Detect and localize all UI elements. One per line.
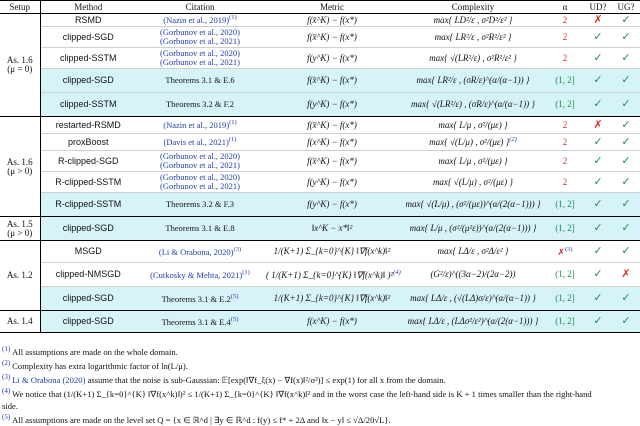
ud-cell xyxy=(584,48,612,69)
footnote-marker: (1) xyxy=(229,119,237,127)
metric-cell xyxy=(264,117,400,134)
alpha-value: (1, 2] xyxy=(555,293,575,303)
metric-formula: f(y^K) − f(x*) xyxy=(307,199,357,209)
metric-formula: 1/(K+1) Σ_{k=0}^{K} ‖∇f(x^k)‖² xyxy=(273,246,391,256)
complexity-cell xyxy=(400,151,546,172)
method-cell: proxBoost xyxy=(40,134,136,151)
alpha-value: ✗ xyxy=(557,246,565,257)
table-row xyxy=(0,134,640,151)
citation-link xyxy=(138,182,262,191)
alpha-cell xyxy=(546,27,584,48)
check-icon: ✓ xyxy=(593,245,603,257)
complexity-cell xyxy=(400,172,546,193)
setup-cell xyxy=(0,241,40,311)
table-row xyxy=(0,193,640,217)
complexity-formula: max{ √(L/μ) , σ²/(με) } xyxy=(429,137,510,147)
header-metric: Metric xyxy=(264,1,400,14)
citation-cell xyxy=(136,93,264,117)
check-icon: ✓ xyxy=(593,30,603,43)
alpha-value: (1, 2] xyxy=(555,75,575,85)
check-icon: ✓ xyxy=(593,154,603,167)
theorem-ref: Theorems 3.2 & F.2 xyxy=(165,99,235,110)
complexity-cell xyxy=(400,48,546,69)
setup-cell xyxy=(0,14,40,117)
ud-cell xyxy=(584,27,612,48)
ug-cell xyxy=(612,217,640,241)
ug-cell xyxy=(612,93,640,117)
alpha-cell xyxy=(546,217,584,241)
citation-text: (Gorbunov et al., 2021) xyxy=(159,181,241,191)
check-icon: ✓ xyxy=(621,292,631,304)
ug-cell xyxy=(612,263,640,287)
footnote-marker: (4) xyxy=(393,268,401,276)
complexity-formula: (G²/ε)^((3α−2)/(2α−2)) xyxy=(430,269,516,279)
complexity-formula: max{ L/μ , (σ²/(μ²ε))^(α/(2(α−1))) } xyxy=(409,223,537,233)
setup-line: As. 1.6 xyxy=(6,55,33,65)
table-body xyxy=(0,14,640,333)
ug-cell xyxy=(612,151,640,172)
citation-text: (Davis et al., 2021) xyxy=(163,136,229,147)
ug-cell xyxy=(612,69,640,93)
method-cell: R-clipped-SSTM xyxy=(40,193,136,217)
check-icon: ✓ xyxy=(621,30,631,43)
footnote-marker: (1) xyxy=(229,14,237,22)
check-icon: ✓ xyxy=(621,98,631,110)
alpha-cell xyxy=(546,241,584,263)
footnote-number: (5) xyxy=(2,412,11,421)
citation-cell xyxy=(136,134,264,151)
table-row xyxy=(0,287,640,311)
theorem-ref: Theorems 3.1 & E.2 xyxy=(161,293,231,304)
metric-cell xyxy=(264,263,400,287)
complexity-formula: max{ LD²/ε , σ²D²/ε² } xyxy=(433,14,513,25)
check-icon: ✓ xyxy=(593,292,603,304)
alpha-cell xyxy=(546,69,584,93)
citation-link xyxy=(138,161,262,170)
check-icon: ✓ xyxy=(593,198,603,210)
citation-cell xyxy=(136,27,264,48)
ug-cell xyxy=(612,48,640,69)
table-row xyxy=(0,48,640,69)
ug-cell xyxy=(612,117,640,134)
alpha-cell xyxy=(546,172,584,193)
method-cell: RSMD xyxy=(40,14,136,27)
alpha-cell xyxy=(546,117,584,134)
ud-cell xyxy=(584,151,612,172)
footnote-marker: (2) xyxy=(509,136,517,143)
ud-cell xyxy=(584,14,612,27)
footnote-link: Li & Orabona (2020) xyxy=(12,375,86,386)
check-icon: ✓ xyxy=(621,51,631,64)
alpha-value: 2 xyxy=(562,119,568,130)
check-icon: ✓ xyxy=(593,135,603,148)
ud-cell xyxy=(584,263,612,287)
setup-line: (μ > 0) xyxy=(7,227,33,238)
header-method: Method xyxy=(40,1,136,14)
check-icon: ✓ xyxy=(621,118,631,131)
metric-formula: f(y^K) − f(x*) xyxy=(307,99,357,109)
header-ud: UD? xyxy=(584,1,612,14)
theorem-ref: Theorems 3.1 & E.6 xyxy=(165,75,235,86)
ug-cell xyxy=(612,241,640,263)
ud-cell xyxy=(584,172,612,193)
metric-cell xyxy=(264,27,400,48)
ug-cell xyxy=(612,287,640,311)
metric-formula: f(x̄^K) − f(x*) xyxy=(307,14,357,25)
cross-icon: ✗ xyxy=(593,118,603,131)
citation-text: (Gorbunov et al., 2020) xyxy=(159,48,241,59)
complexity-cell xyxy=(400,14,546,27)
complexity-cell xyxy=(400,287,546,311)
footnote xyxy=(2,412,638,426)
ud-cell xyxy=(584,217,612,241)
table-row xyxy=(0,69,640,93)
method-cell: R-clipped-SGD xyxy=(40,151,136,172)
ug-cell xyxy=(612,27,640,48)
footnote-number: (4) xyxy=(2,387,11,396)
citation-text: (Gorbunov et al., 2021) xyxy=(159,57,241,67)
alpha-value: (1, 2] xyxy=(555,316,575,326)
setup-cell xyxy=(0,311,40,333)
footnote-marker: (3) xyxy=(233,245,242,253)
alpha-cell xyxy=(546,311,584,333)
metric-cell xyxy=(264,134,400,151)
footnote-text: assume that the noise is sub-Gaussian: 𝔼[exp(‖∇f_ξ(x) − ∇f(x)‖²/σ²)] ≤ exp(1) for all x from the domain. xyxy=(85,375,446,386)
check-icon: ✓ xyxy=(593,74,603,86)
citation-cell xyxy=(136,117,264,134)
check-icon: ✓ xyxy=(621,245,631,257)
ud-cell xyxy=(584,93,612,117)
check-icon: ✓ xyxy=(621,315,631,327)
complexity-cell xyxy=(400,27,546,48)
metric-formula: ( 1/(K+1) Σ_{k=0}^{K} ‖∇f(x^k)‖ )² xyxy=(266,269,394,280)
metric-formula: f(x^K) − f(x*) xyxy=(307,136,357,147)
metric-cell xyxy=(264,217,400,241)
check-icon: ✓ xyxy=(621,222,631,234)
header-complexity: Complexity xyxy=(400,1,546,14)
method-cell: clipped-SGD xyxy=(40,217,136,241)
metric-cell xyxy=(264,241,400,263)
metric-cell xyxy=(264,287,400,311)
ud-cell xyxy=(584,193,612,217)
alpha-value: 2 xyxy=(562,14,568,25)
metric-formula: f(x̄^K) − f(x*) xyxy=(307,31,357,42)
metric-formula: f(x̄^K) − f(x*) xyxy=(307,155,357,166)
complexity-cell xyxy=(400,93,546,117)
table-row xyxy=(0,172,640,193)
citation-text: (Nazin et al., 2019) xyxy=(163,119,230,130)
footnote xyxy=(2,372,638,386)
alpha-cell xyxy=(546,287,584,311)
metric-formula: f(x̄^K) − f(x*) xyxy=(307,119,357,130)
citation-text: (Nazin et al., 2019) xyxy=(163,14,230,25)
table-row xyxy=(0,14,640,27)
footnote xyxy=(2,401,638,412)
metric-cell xyxy=(264,69,400,93)
citation-text: (Gorbunov et al., 2020) xyxy=(159,27,241,38)
complexity-formula: max{ LR²/ε , (σR/ε)^(α/(α−1)) } xyxy=(416,75,530,85)
ug-cell xyxy=(612,134,640,151)
method-cell: clipped-SGD xyxy=(40,27,136,48)
citation-cell xyxy=(136,172,264,193)
metric-formula: f(x̄^K) − f(x*) xyxy=(307,75,357,85)
citation-cell xyxy=(136,69,264,93)
footnote-text: All assumptions are made on the level set Q = {x ∈ ℝ^d | ∃y ∈ ℝ^d : f(y) ≤ f* + 2Δ and ‖x − y‖ ≤ √Δ/20√L}. xyxy=(12,414,391,425)
ug-cell xyxy=(612,172,640,193)
citation-cell xyxy=(136,217,264,241)
footnote-text: All assumptions are made on the whole domain. xyxy=(12,346,178,357)
footnote-text: side. xyxy=(2,400,18,411)
method-cell: clipped-SSTM xyxy=(40,93,136,117)
theorem-ref: Theorems 3.1 & E.4 xyxy=(161,316,231,327)
complexity-formula: max{ √(L/μ) , (σ²/(με))^(α/(2(α−1))) } xyxy=(405,199,541,209)
alpha-cell xyxy=(546,93,584,117)
method-cell: clipped-SGD xyxy=(40,311,136,333)
ud-cell xyxy=(584,117,612,134)
complexity-cell xyxy=(400,241,546,263)
footnote xyxy=(2,344,638,358)
citation-cell xyxy=(136,311,264,333)
ud-cell xyxy=(584,241,612,263)
metric-cell xyxy=(264,151,400,172)
citation-text: (Gorbunov et al., 2020) xyxy=(159,151,241,162)
footnote-marker: (3) xyxy=(564,245,573,253)
complexity-cell xyxy=(400,69,546,93)
complexity-formula: max{ L/μ , σ²/(με) } xyxy=(438,119,508,130)
footnote-text: We notice that (1/(K+1) Σ_{k=0}^{K} ‖∇f(x^k)‖)² ≤ 1/(K+1) Σ_{k=0}^{K} ‖∇f(x^k)‖² and in the worst case the left-hand side is K + 1 times smaller than the right-hand xyxy=(12,389,592,400)
check-icon: ✓ xyxy=(593,315,603,327)
check-icon: ✓ xyxy=(593,98,603,110)
method-cell: clipped-SGD xyxy=(40,287,136,311)
metric-formula: f(x^K) − f(x*) xyxy=(307,316,357,326)
method-cell: MSGD xyxy=(40,241,136,263)
metric-cell xyxy=(264,93,400,117)
complexity-cell xyxy=(400,311,546,333)
citation-link xyxy=(138,270,262,280)
metric-formula: f(y^K) − f(x*) xyxy=(307,176,357,187)
alpha-value: (1, 2] xyxy=(555,269,575,279)
alpha-value: 2 xyxy=(562,52,568,63)
citation-text: (Gorbunov et al., 2020) xyxy=(159,172,241,183)
citation-text: (Cutkosky & Mehta, 2021) xyxy=(150,269,243,280)
alpha-cell xyxy=(546,193,584,217)
alpha-cell xyxy=(546,134,584,151)
header-alpha: α xyxy=(546,1,584,14)
metric-cell xyxy=(264,311,400,333)
cross-icon: ✗ xyxy=(593,13,603,26)
check-icon: ✓ xyxy=(621,13,631,26)
complexity-formula: max{ LΔ/ε , σ²Δ/ε² } xyxy=(437,246,509,256)
ud-cell xyxy=(584,311,612,333)
citation-cell xyxy=(136,287,264,311)
alpha-cell xyxy=(546,263,584,287)
setup-line: As. 1.2 xyxy=(6,270,33,280)
alpha-cell xyxy=(546,151,584,172)
complexity-formula: max{ L/μ , σ²/(με) } xyxy=(438,155,508,166)
setup-line: As. 1.5 xyxy=(6,218,33,229)
metric-formula: f(y^K) − f(x*) xyxy=(307,52,357,63)
alpha-value: (1, 2] xyxy=(555,99,575,109)
footnote-marker: (1) xyxy=(242,268,250,276)
ug-cell xyxy=(612,311,640,333)
citation-text: (Gorbunov et al., 2021) xyxy=(159,160,241,170)
check-icon: ✓ xyxy=(593,51,603,64)
setup-line: As. 1.4 xyxy=(6,316,33,326)
citation-cell xyxy=(136,151,264,172)
check-icon: ✓ xyxy=(621,154,631,167)
alpha-cell xyxy=(546,14,584,27)
footnote-number: (3) xyxy=(2,373,11,382)
citation-link xyxy=(138,37,262,46)
ug-cell xyxy=(612,14,640,27)
alpha-value: (1, 2] xyxy=(555,223,575,233)
header-row xyxy=(0,1,640,14)
citation-text: (Gorbunov et al., 2021) xyxy=(159,36,241,46)
alpha-cell xyxy=(546,48,584,69)
footnote xyxy=(2,358,638,372)
table-row xyxy=(0,263,640,287)
footnote-marker: (5) xyxy=(230,292,239,300)
setup-line: As. 1.6 xyxy=(6,156,33,167)
complexity-formula: max{ √(L/μ) , σ²/(με) } xyxy=(432,176,514,187)
method-cell: clipped-SGD xyxy=(40,69,136,93)
check-icon: ✓ xyxy=(621,135,631,148)
complexity-formula: max{ LR²/ε , σ²R²/ε² } xyxy=(434,31,512,42)
theorem-ref: Theorems 3.1 & E.8 xyxy=(165,223,235,234)
setup-cell xyxy=(0,117,40,217)
setup-cell xyxy=(0,217,40,241)
check-icon: ✓ xyxy=(621,74,631,86)
metric-cell xyxy=(264,14,400,27)
citation-cell xyxy=(136,241,264,263)
complexity-cell xyxy=(400,134,546,151)
ud-cell xyxy=(584,287,612,311)
setup-line: (μ > 0) xyxy=(7,165,33,176)
setup-line: (μ = 0) xyxy=(7,64,33,74)
method-cell: restarted-RSMD xyxy=(40,117,136,134)
footnote-marker: (5) xyxy=(230,315,239,323)
table-row xyxy=(0,311,640,333)
cross-icon: ✗ xyxy=(621,268,631,280)
check-icon: ✓ xyxy=(621,198,631,210)
check-icon: ✓ xyxy=(593,222,603,234)
theorem-ref: Theorems 3.2 & F.3 xyxy=(165,199,235,210)
complexity-cell xyxy=(400,117,546,134)
method-cell: clipped-SSTM xyxy=(40,48,136,69)
method-cell: clipped-NMSGD xyxy=(40,263,136,287)
ud-cell xyxy=(584,69,612,93)
table-row xyxy=(0,217,640,241)
citation-link xyxy=(138,58,262,67)
alpha-value: (1, 2] xyxy=(555,199,575,209)
complexity-formula: max{ LΔ/ε , (LΔσ²/ε²)^(α/(2(α−1))) } xyxy=(407,316,539,326)
citation-cell xyxy=(136,14,264,27)
footnotes xyxy=(2,344,638,426)
alpha-value: 2 xyxy=(562,136,568,147)
check-icon: ✓ xyxy=(593,268,603,280)
metric-cell xyxy=(264,48,400,69)
citation-cell xyxy=(136,263,264,287)
metric-cell xyxy=(264,193,400,217)
footnote-text: Complexity has extra logarithmic factor of ln(L/μ). xyxy=(12,361,188,372)
table-row xyxy=(0,241,640,263)
header-ug: UG? xyxy=(612,1,640,14)
citation-link xyxy=(138,137,262,147)
metric-cell xyxy=(264,172,400,193)
header-setup: Setup xyxy=(0,1,40,14)
complexity-formula: max{ LΔ/ε , (√(LΔ)σ/ε)^(α/(α−1)) } xyxy=(410,293,536,303)
alpha-value: 2 xyxy=(562,155,568,166)
complexity-formula: max{ √(LR²/ε) , σ²R²/ε² } xyxy=(429,52,517,63)
citation-link xyxy=(138,247,262,257)
method-cell: R-clipped-SSTM xyxy=(40,172,136,193)
table-row xyxy=(0,117,640,134)
citation-cell xyxy=(136,193,264,217)
footnote xyxy=(2,386,638,400)
check-icon: ✓ xyxy=(621,175,631,188)
footnote-marker: (1) xyxy=(228,136,237,144)
citation-link xyxy=(138,120,262,130)
table-row xyxy=(0,93,640,117)
citation-cell xyxy=(136,48,264,69)
complexity-cell xyxy=(400,263,546,287)
header-citation: Citation xyxy=(136,1,264,14)
metric-formula: 1/(K+1) Σ_{k=0}^{K} ‖∇f(x^k)‖² xyxy=(273,293,391,303)
check-icon: ✓ xyxy=(593,175,603,188)
citation-link xyxy=(138,15,262,25)
alpha-value: 2 xyxy=(562,31,568,42)
alpha-value: 2 xyxy=(562,176,568,187)
citation-text: (Li & Orabona, 2020) xyxy=(158,246,234,257)
complexity-cell xyxy=(400,217,546,241)
ud-cell xyxy=(584,134,612,151)
complexity-formula: max{ √(LR²/ε) , (σR/ε)^(α/(α−1)) } xyxy=(411,99,535,109)
table-row xyxy=(0,27,640,48)
footnote-number: (1) xyxy=(2,345,11,353)
metric-formula: ‖x^K − x*‖² xyxy=(311,223,353,233)
complexity-cell xyxy=(400,193,546,217)
ug-cell xyxy=(612,193,640,217)
footnote-number: (2) xyxy=(2,359,11,368)
table-row xyxy=(0,151,640,172)
